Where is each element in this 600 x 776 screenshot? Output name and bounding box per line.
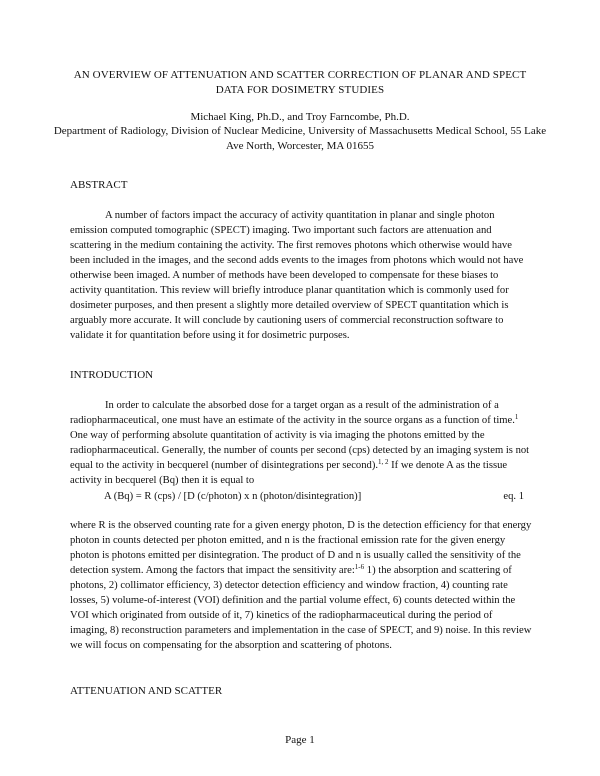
affiliation: Department of Radiology, Division of Nuclear Medicine, University of Massachusetts Medical School, 55 Lake Ave North, Worcester, MA 01655 <box>53 125 547 152</box>
equation-text: A (Bq) = R (cps) / [D (c/photon) x n (photon/disintegration)] <box>104 491 362 502</box>
paper-title: AN OVERVIEW OF ATTENUATION AND SCATTER CORRECTION OF PLANAR AND SPECT DATA FOR DOSIMETRY STUDIES <box>73 69 527 96</box>
citation-ref: 1-6 <box>354 563 365 571</box>
abstract-heading: ABSTRACT <box>70 179 128 191</box>
introduction-heading: INTRODUCTION <box>70 369 154 381</box>
equation-label: eq. 1 <box>503 491 524 502</box>
citation-ref: 1, 2 <box>378 458 389 466</box>
abstract-text: A number of factors impact the accuracy of activity quantitation in planar and single photon emission computed tomographic (SPECT) imaging. Two important such factors are attenuation and scattering in the medium containing the activity. The first removes photons which otherwise would have been included in the images, and the second adds events to the images from photons which would not have otherwise been imaged. A number of methods have been developed to compensate for these biases to activity quantitation. This review will briefly introduce planar quantitation which is commonly used for dosimeter purposes, and then present a slightly more detailed overview of SPECT quantitation which is arguably more accurate. It will conclude by cautioning users of commercial reconstruction software to validate it for quantitation before using it for dosimetric purposes. <box>70 210 524 341</box>
page-number: Page 1 <box>285 734 315 746</box>
intro-p2-text-b: 1) the absorption and scattering of photons, 2) collimator efficiency, 3) detector detection efficiency and window fraction, 4) counting rate losses, 5) volume-of-interest (VOI) definition and the partial volume effect, 6) counts detected within the VOI which originated from outside of it, 7) kinetics of the radiopharmaceutical during the period of imaging, 8) reconstruction parameters and implementation in the case of SPECT, and 9) noise. In this review we will focus on compensating for the absorption and scattering of photons. <box>70 565 532 651</box>
citation-ref: 1 <box>514 413 519 421</box>
intro-p1-text-a: In order to calculate the absorbed dose for a target organ as a result of the administration of a radiopharmaceutical, one must have an estimate of the activity in the source organs as a function of time. <box>70 400 515 426</box>
equation-1 <box>104 489 524 504</box>
author-line: Michael King, Ph.D., and Troy Farncombe, Ph.D. <box>190 111 410 123</box>
intro-paragraph-2 <box>70 518 532 653</box>
intro-paragraph-1 <box>70 398 532 488</box>
section-heading-attenuation: ATTENUATION AND SCATTER <box>70 685 223 697</box>
intro-p1-text-c: If we denote A as the tissue activity in becquerel (Bq) then it is equal to <box>70 460 508 486</box>
intro-p2-text-a: where R is the observed counting rate for a given energy photon, D is the detection efficiency for that energy photon in counts detected per photon emitted, and n is the fractional emission rate for the given energy photon is photons emitted per disintegration. The product of D and n is usually called the sensitivity of the detection system. Among the factors that impact the sensitivity are: <box>70 520 532 576</box>
intro-p1-text-b: One way of performing absolute quantitation of activity is via imaging the photons emitted by the radiopharmaceutical. Generally, the number of counts per second (cps) detected by an imaging system is not equal to the activity in becquerel (number of disintegrations per second). <box>70 430 530 471</box>
